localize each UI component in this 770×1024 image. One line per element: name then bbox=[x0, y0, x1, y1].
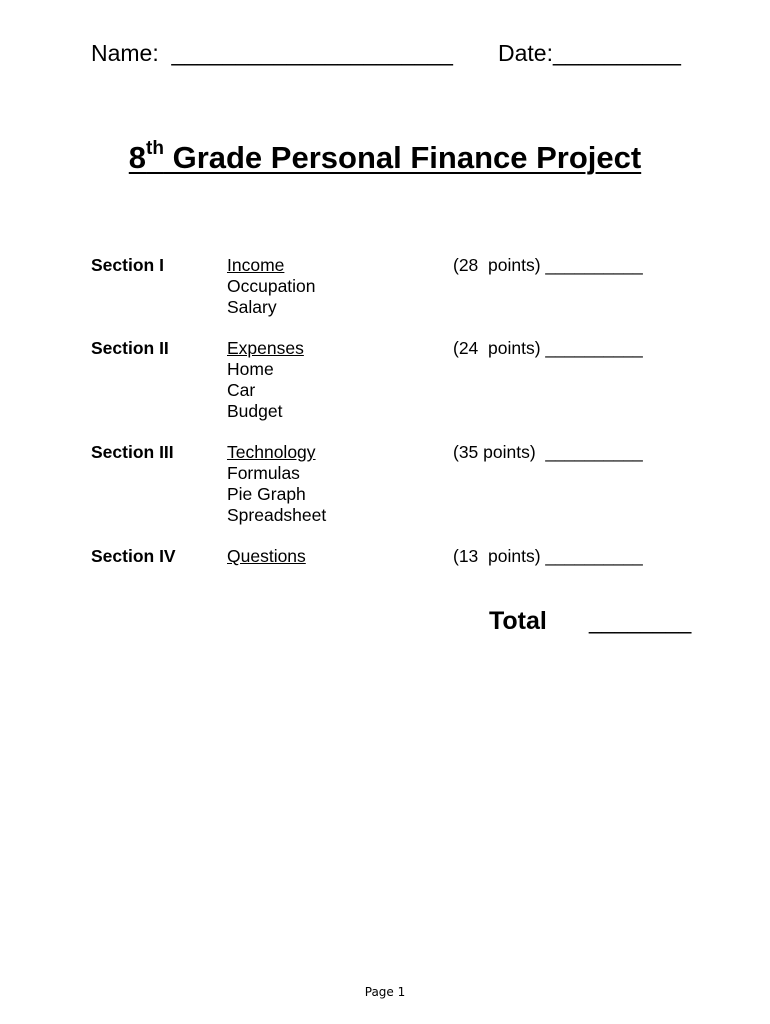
page-number: Page 1 bbox=[364, 985, 406, 999]
section-item: Formulas bbox=[227, 463, 300, 483]
title-grade-number: 8 bbox=[128, 140, 147, 175]
section-label: Section I bbox=[91, 255, 164, 275]
section-item: Home bbox=[227, 359, 274, 379]
section-heading: Income bbox=[227, 255, 285, 275]
section-label: Section III bbox=[91, 442, 174, 462]
date-field-line: Date:__________ bbox=[498, 40, 681, 66]
section-heading: Questions bbox=[227, 546, 306, 566]
section-item: Spreadsheet bbox=[227, 505, 327, 525]
section-items bbox=[227, 546, 306, 567]
total-blank-line: ________ bbox=[589, 608, 692, 634]
section-heading: Technology bbox=[227, 442, 316, 462]
section-items bbox=[227, 255, 316, 318]
section-label: Section IV bbox=[91, 546, 176, 566]
section-heading: Expenses bbox=[227, 338, 304, 358]
section-item: Car bbox=[227, 380, 256, 400]
title-main-text: Grade Personal Finance Project bbox=[163, 140, 642, 175]
page-title bbox=[0, 138, 770, 176]
title-text bbox=[129, 140, 641, 175]
section-points: (24 points) __________ bbox=[453, 338, 643, 358]
total-label: Total bbox=[489, 607, 547, 635]
section-points: (35 points) __________ bbox=[453, 442, 643, 462]
title-grade-suffix: th bbox=[146, 138, 164, 159]
section-item: Salary bbox=[227, 297, 277, 317]
section-item: Budget bbox=[227, 401, 283, 421]
section-points: (13 points) __________ bbox=[453, 546, 643, 566]
section-points: (28 points) __________ bbox=[453, 255, 643, 275]
section-item: Occupation bbox=[227, 276, 316, 296]
section-label: Section II bbox=[91, 338, 169, 358]
name-field-line: Name: ______________________ bbox=[91, 40, 453, 66]
section-item: Pie Graph bbox=[227, 484, 306, 504]
section-items bbox=[227, 442, 326, 526]
section-items bbox=[227, 338, 304, 422]
